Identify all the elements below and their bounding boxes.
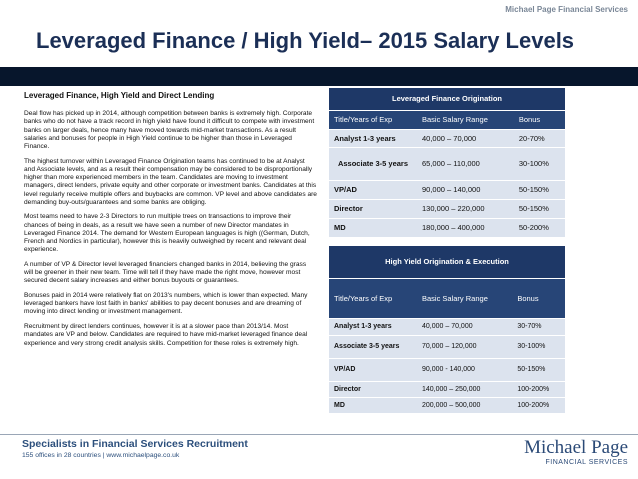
title-cell: MD <box>329 397 417 413</box>
title-cell: Analyst 1-3 years <box>329 318 417 335</box>
michael-page-logo: Michael Page <box>524 437 628 458</box>
bonus-cell: 50-150% <box>512 358 565 381</box>
title-cell: Director <box>329 199 417 218</box>
salary-cell: 40,000 – 70,000 <box>417 318 512 335</box>
bonus-cell: 100-200% <box>512 381 565 397</box>
salary-cell: 70,000 – 120,000 <box>417 335 512 358</box>
table-row <box>329 129 565 147</box>
bonus-cell: 50-150% <box>514 180 565 199</box>
header-band <box>0 67 638 86</box>
paragraph: A number of VP & Director level leveraged financiers changed banks in 2014, believing the grass will be greener in their new team. Time will tell if they have made the right move, however most secured decent salary increases and either bonus buyouts or guarantees. <box>24 260 307 285</box>
table-row <box>329 335 565 358</box>
hy-salary-table <box>329 246 565 413</box>
paragraph: Recruitment by direct lenders continues, however it is at a slower pace than 2013/14. Most mandates are VP and below. Candidates are required to have mid-market leveraged finance deal experience and very strong credit analysis skills. Competition for these roles is extremely high. <box>24 323 308 347</box>
column-header: Title/Years of Exp <box>329 110 417 129</box>
footer-tagline: Specialists in Financial Services Recruitment <box>22 438 248 450</box>
paragraph: Bonuses paid in 2014 were relatively flat on 2013's numbers, which is lower than expected. Many leveraged bankers have lost faith in banks' abilities to pay decent bonuses and are dreaming of moving into direct lending or investment management. <box>24 292 308 316</box>
salary-cell: 200,000 – 500,000 <box>417 397 512 413</box>
table-row <box>329 180 565 199</box>
table-row <box>329 147 565 180</box>
lf-salary-table <box>329 88 565 237</box>
table-row <box>329 318 565 335</box>
paragraph: Deal flow has picked up in 2014, although competition between banks is extremely high. Corporate banks who do not have a track record in high yield have found it difficult to compete with investment banks on larger deals, hence many have moved towards mid-market transactions. As a result salaries and bonuses for people in High Yield continue to be higher than those in Leveraged Finance. <box>24 110 315 151</box>
column-header: Basic Salary Range <box>417 278 512 318</box>
title-cell: Analyst 1-3 years <box>329 129 417 147</box>
bonus-cell: 30-100% <box>514 147 565 180</box>
title-cell: Associate 3-5 years <box>329 147 417 180</box>
table-caption: High Yield Origination & Execution <box>329 246 565 278</box>
title-cell: Associate 3-5 years <box>329 335 417 358</box>
salary-cell: 90,000 - 140,000 <box>417 358 512 381</box>
logo-subtitle: FINANCIAL SERVICES <box>545 459 628 466</box>
brand-header-text: Michael Page Financial Services <box>505 5 628 14</box>
body-text-column <box>24 92 317 354</box>
table-caption: Leveraged Finance Origination <box>329 88 565 110</box>
salary-cell: 180,000 – 400,000 <box>417 218 514 237</box>
bonus-cell: 30-100% <box>512 335 565 358</box>
column-header: Basic Salary Range <box>417 110 514 129</box>
paragraph: The highest turnover within Leveraged Finance Origination teams has continued to be at Analyst and Associate levels, and as a result their compensation may be considered to be disproportionally higher than more experienced members in the team. Candidates are moving to investment managers, direct lenders, private equity and other corporate or investment banks. Candidates at this level regularly receive multiple offers and buybacks are common. VP level and above candidates are demanding buy-outs/guarantees and some banks are obliging. <box>24 157 317 206</box>
footer-subline: 155 offices in 28 countries | www.michaelpage.co.uk <box>22 452 180 459</box>
paragraph: Most teams need to have 2-3 Directors to run multiple trees on transactions to improve their chances of being in deals, as a result we have seen a number of new Director mandates in Leveraged Finance 2014. The demand for Western European languages is high ((German, Dutch, French and Nordics in particular), however this is heavily outweighed by recent and relevant deal experience. <box>24 213 310 254</box>
salary-cell: 40,000 – 70,000 <box>417 129 514 147</box>
bonus-cell: 20-70% <box>514 129 565 147</box>
bonus-cell: 100-200% <box>512 397 565 413</box>
title-cell: Director <box>329 381 417 397</box>
table-row <box>329 218 565 237</box>
bonus-cell: 30-70% <box>512 318 565 335</box>
footer-divider <box>0 434 638 435</box>
page-title: Leveraged Finance / High Yield– 2015 Salary Levels <box>36 28 575 53</box>
column-header: Bonus <box>514 110 565 129</box>
salary-cell: 140,000 – 250,000 <box>417 381 512 397</box>
table-row <box>329 199 565 218</box>
salary-cell: 65,000 – 110,000 <box>417 147 514 180</box>
salary-cell: 130,000 – 220,000 <box>417 199 514 218</box>
bonus-cell: 50-150% <box>514 199 565 218</box>
title-cell: MD <box>329 218 417 237</box>
column-header: Title/Years of Exp <box>329 278 417 318</box>
section-heading: Leveraged Finance, High Yield and Direct Lending <box>24 91 215 100</box>
column-header: Bonus <box>512 278 565 318</box>
table-row <box>329 358 565 381</box>
title-cell: VP/AD <box>329 180 417 199</box>
table-row <box>329 397 565 413</box>
bonus-cell: 50-200% <box>514 218 565 237</box>
salary-cell: 90,000 – 140,000 <box>417 180 514 199</box>
table-row <box>329 381 565 397</box>
title-cell: VP/AD <box>329 358 417 381</box>
